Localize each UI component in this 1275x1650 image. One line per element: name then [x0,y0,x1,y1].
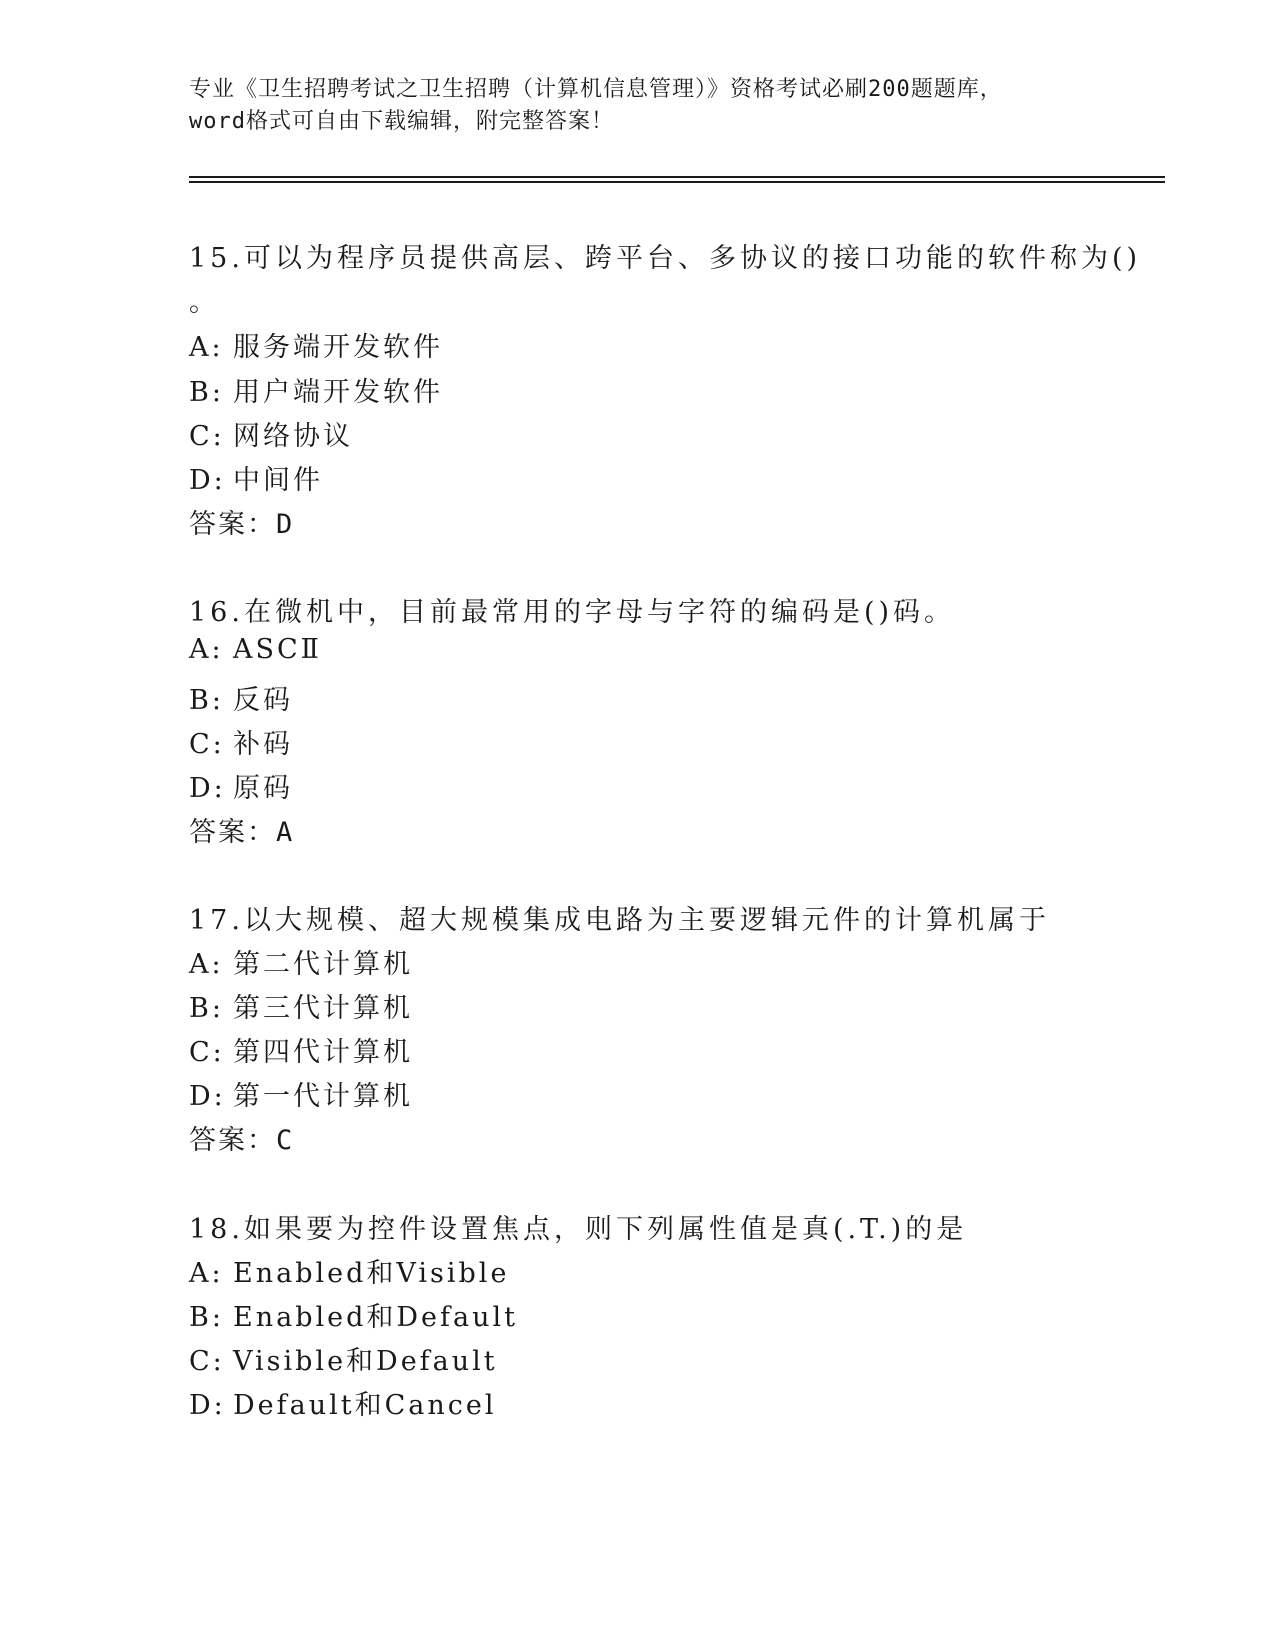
option-a [189,942,413,981]
question-text: 18.如果要为控件设置焦点，则下列属性值是真(.T.)的是 [189,1214,968,1245]
option-c [189,1030,413,1069]
option-d [189,766,293,805]
question-text-continuation: 。 [189,287,220,318]
answer-value: D [276,509,295,540]
option-text: 第三代计算机 [233,993,413,1024]
option-label: B: [189,1302,224,1333]
option-label: C: [189,421,225,452]
header-divider-top [189,176,1165,178]
option-label: D: [189,465,226,496]
answer-value: C [276,1125,295,1156]
option-text: 用户端开发软件 [233,377,443,408]
option-text: 网络协议 [233,421,353,452]
option-b [189,986,413,1025]
option-text: Default和Cancel [233,1390,497,1421]
option-text: 中间件 [233,465,323,496]
option-label: C: [189,1037,225,1068]
option-text: Enabled和Visible [233,1258,510,1289]
option-b [189,678,293,717]
option-label: D: [189,773,226,804]
answer-value: A [276,817,295,848]
option-d [189,1383,496,1422]
option-b [189,370,443,409]
option-a [189,1251,509,1290]
header-divider-bottom [189,181,1165,183]
answer-label: 答案： [189,1125,276,1156]
option-label: A: [189,1258,224,1289]
option-c [189,1339,498,1378]
option-label: B: [189,993,224,1024]
option-text: ASCⅡ [233,634,323,665]
option-text: 第二代计算机 [233,949,413,980]
question-text: 17.以大规模、超大规模集成电路为主要逻辑元件的计算机属于 [189,905,1050,936]
option-text: 反码 [233,685,293,716]
answer-line [189,810,294,849]
option-text: 第一代计算机 [233,1081,413,1112]
option-label: A: [189,949,224,980]
option-c [189,722,293,761]
option-text: Enabled和Default [233,1302,518,1333]
option-text: 第四代计算机 [233,1037,413,1068]
answer-line [189,502,294,541]
question-text: 16.在微机中，目前最常用的字母与字符的编码是()码。 [189,597,956,628]
option-label: A: [189,332,224,363]
option-label: D: [189,1081,226,1112]
header-title-line-1: 专业《卫生招聘考试之卫生招聘（计算机信息管理）》资格考试必刷200题题库， [189,77,1003,102]
option-c [189,414,353,453]
answer-line [189,1118,294,1157]
answer-label: 答案： [189,817,276,848]
option-b [189,1295,518,1334]
option-label: B: [189,377,224,408]
option-text: 服务端开发软件 [233,332,443,363]
option-text: 原码 [233,773,293,804]
option-label: A: [189,634,224,665]
option-label: C: [189,1346,225,1377]
option-d [189,1074,413,1113]
option-text: 补码 [233,729,293,760]
option-text: Visible和Default [233,1346,498,1377]
option-d [189,458,323,497]
question-text: 15.可以为程序员提供高层、跨平台、多协议的接口功能的软件称为() [189,243,1142,274]
option-a [189,325,443,364]
header-title-line-2: word格式可自由下载编辑，附完整答案！ [189,109,614,134]
option-a [189,634,322,665]
option-label: C: [189,729,225,760]
option-label: D: [189,1390,226,1421]
option-label: B: [189,685,224,716]
answer-label: 答案： [189,509,276,540]
